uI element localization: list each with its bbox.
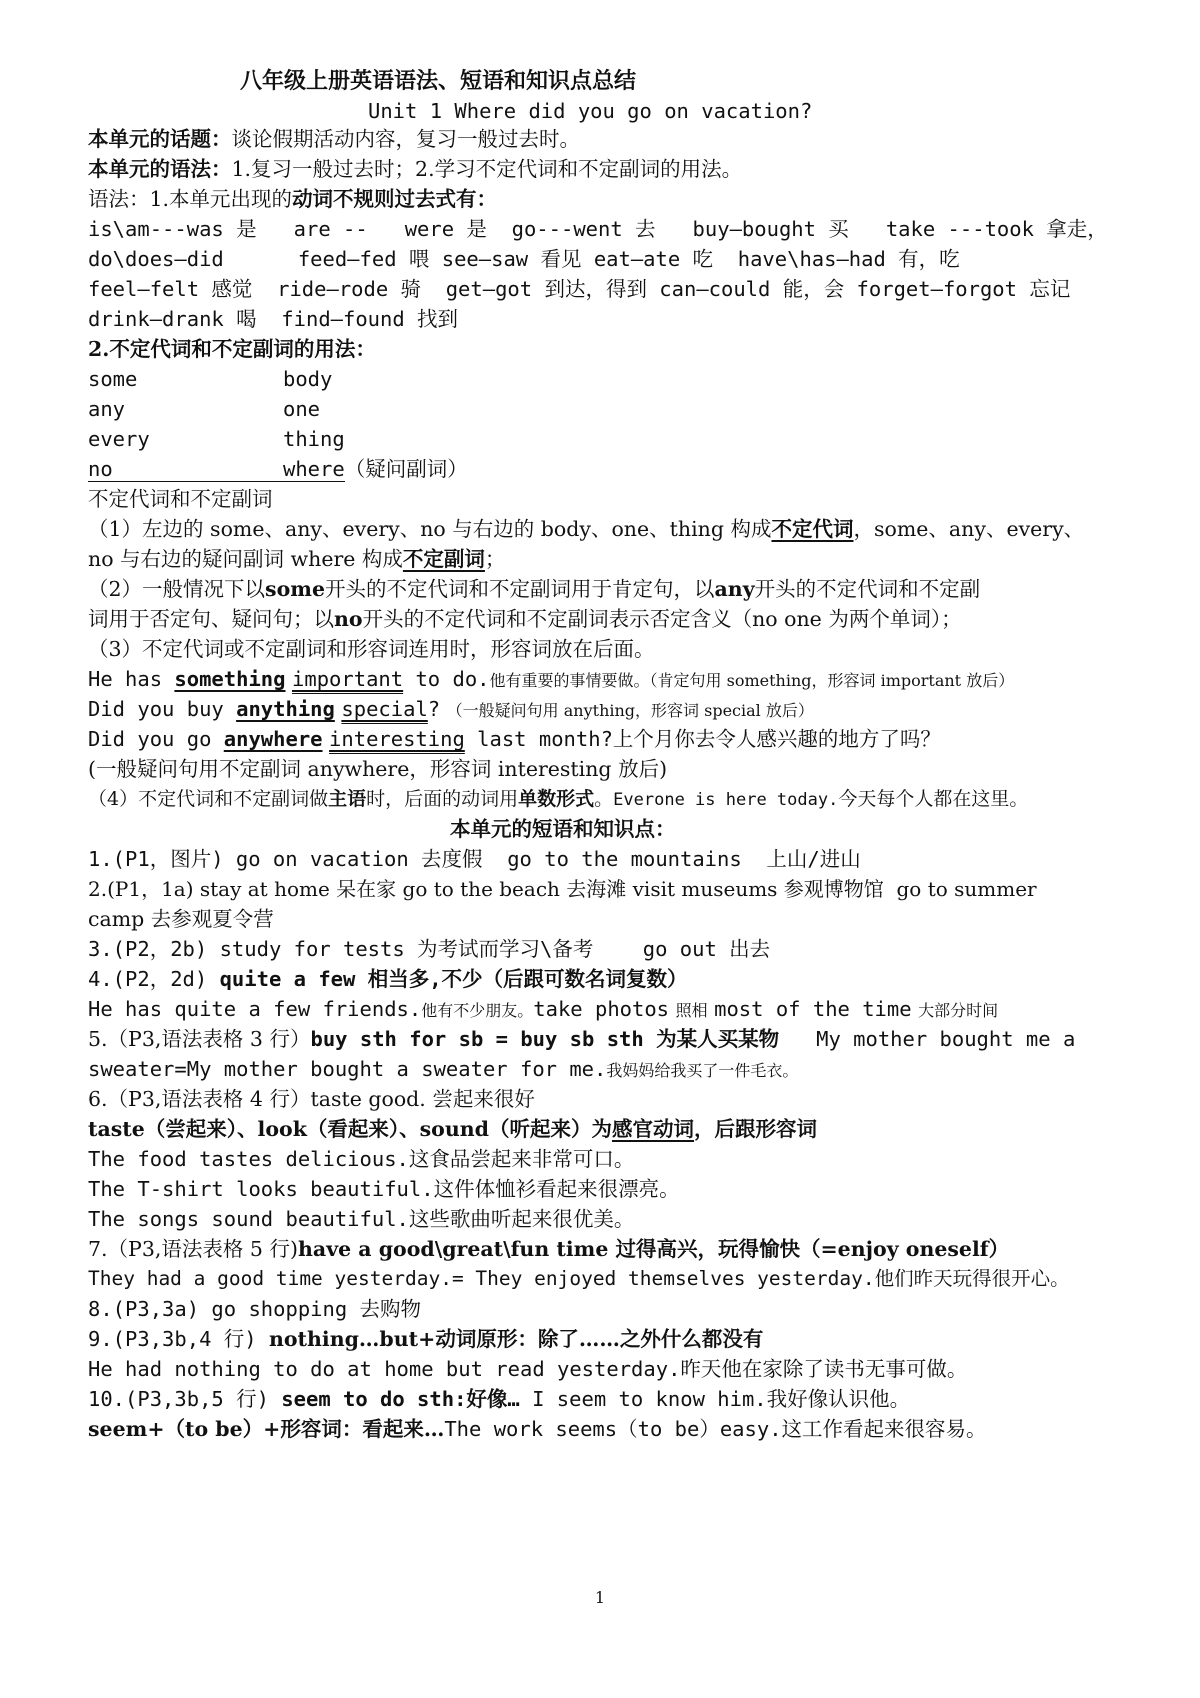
- matrix-left: any: [88, 397, 126, 421]
- example-1-cn: 他有重要的事情要做。（肯定句用 something，形容词 important 放后）: [489, 671, 1015, 690]
- phrase-7: [88, 1234, 1140, 1264]
- matrix-right: where: [283, 457, 345, 481]
- example-1: [88, 664, 1140, 694]
- matrix-left: no: [88, 457, 283, 482]
- matrix-right: thing: [283, 427, 345, 451]
- rule-1a-text: （1）左边的 some、any、every、no 与右边的 body、one、thing 构成: [88, 517, 772, 541]
- phrase-8: 8.(P3,3a) go shopping 去购物: [88, 1297, 422, 1321]
- phrase-4-bold: quite a few 相当多,不少（后跟可数名词复数）: [219, 967, 688, 991]
- rule-4-text: （4）不定代词和不定副词做: [88, 788, 329, 810]
- phrase-6-ex-2: The T-shirt looks beautiful.这件体恤衫看起来很漂亮。: [88, 1177, 680, 1201]
- doc-title: 八年级上册英语语法、短语和知识点总结: [240, 68, 637, 94]
- example-1-start: He has: [88, 667, 175, 691]
- rule-4-subject: 主语: [328, 788, 367, 810]
- phrase-3: 3.(P2，2b) study for tests 为考试而学习\备考 go out 出去: [88, 937, 771, 961]
- phrase-10-ref: 10.(P3,3b,5 行): [88, 1387, 282, 1411]
- unit-title: Unit 1 Where did you go on vacation?: [368, 99, 813, 123]
- phrase-10b-ex: The work seems（to be）easy.这工作看起来很容易。: [444, 1417, 987, 1441]
- rule-1a-underline: 不定代词: [771, 517, 854, 541]
- phrase-10-bold: seem to do sth:好像…: [281, 1387, 520, 1411]
- rule-4-example-cn: 今天每个人都在这里。: [838, 788, 1029, 810]
- verbs-line-2: do\does—did feed—fed 喂 see—saw 看见 eat—ate 吃 have\has—had 有，吃: [88, 247, 960, 271]
- phrase-10-ex: I seem to know him.我好像认识他。: [519, 1387, 911, 1411]
- irregular-heading: [88, 184, 1140, 214]
- rule-2a-text-3: 开头的不定代词和不定副: [754, 577, 981, 601]
- example-3-end: last month?: [464, 727, 613, 751]
- phrase-4-ref: 4.(P2，2d): [88, 967, 220, 991]
- phrase-4-ex2: take photos: [533, 997, 670, 1021]
- example-2: [88, 694, 1140, 724]
- verbs-line-1: is\am---was 是 are -- were 是 go---went 去 buy—bought 买 take ---took 拿走，: [88, 217, 1108, 241]
- rule-1a-end: ，some、any、every、: [853, 517, 1085, 541]
- rule-2a-text: （2）一般情况下以: [88, 577, 266, 601]
- phrase-9-bold: nothing…but+动词原形：除了……之外什么都没有: [268, 1327, 764, 1351]
- phrase-9-ref: 9.(P3,3b,4 行): [88, 1327, 269, 1351]
- rule-3: （3）不定代词或不定副词和形容词连用时，形容词放在后面。: [88, 637, 655, 661]
- phrase-4-ex-cn: 他有不少朋友。: [421, 1001, 534, 1020]
- phrase-5b-en: sweater=My mother bought a sweater for me.: [88, 1057, 607, 1081]
- example-2-end: ?: [427, 697, 441, 721]
- grammar-line: [88, 154, 1140, 184]
- rule-2a-some: some: [265, 577, 325, 601]
- rule-4-example: Everone is here today.: [613, 790, 839, 810]
- rule-2a-text-2: 开头的不定代词和不定副词用于肯定句，以: [325, 577, 715, 601]
- example-2-pronoun: anything: [236, 697, 335, 721]
- phrase-10: [88, 1384, 1140, 1414]
- example-1-pronoun: something: [174, 667, 286, 691]
- verbs-line-3: feel—felt 感觉 ride—rode 骑 get—got 到达，得到 can—could 能，会 forget—forgot 忘记: [88, 277, 1071, 301]
- matrix-row: [88, 364, 1140, 394]
- example-3-start: Did you go: [88, 727, 224, 751]
- phrase-4-ex-en: He has quite a few friends.: [88, 997, 422, 1021]
- phrase-6b-end: ，后跟形容词: [694, 1117, 818, 1141]
- phrase-10b: [88, 1414, 1140, 1444]
- phrase-5-ref: 5.（P3,语法表格 3 行）: [88, 1027, 311, 1051]
- rule-2b-text: 词用于否定句、疑问句；以: [88, 607, 334, 631]
- phrase-6b-underline: 感官动词: [612, 1117, 695, 1141]
- rule-4-text-2: 时，后面的动词用: [366, 788, 519, 810]
- page-number: 1: [594, 1588, 606, 1607]
- topic-line: [88, 124, 1140, 154]
- irregular-lead: 语法：1.本单元出现的: [88, 187, 293, 211]
- phrase-6-ex-3: The songs sound beautiful.这些歌曲听起来很优美。: [88, 1207, 635, 1231]
- phrase-6: 6.（P3,语法表格 4 行）taste good. 尝起来很好: [88, 1087, 535, 1111]
- phrase-4-ex3: most of the time: [714, 997, 912, 1021]
- matrix-right: body: [283, 367, 333, 391]
- example-2-cn: （一般疑问句用 anything，形容词 special 放后）: [446, 701, 814, 720]
- grammar-text: 1.复习一般过去时；2.学习不定代词和不定副词的用法。: [231, 157, 743, 181]
- rule-1b-text: no 与右边的疑问副词 where 构成: [88, 547, 403, 571]
- phrase-5: [88, 1024, 1140, 1054]
- phrase-5b: [88, 1054, 1140, 1084]
- phrase-9: [88, 1324, 1140, 1354]
- phrase-7-ex: They had a good time yesterday.= They enjoyed themselves yesterday.他们昨天玩得很开心。: [88, 1267, 1070, 1290]
- rule-4: [88, 784, 1140, 814]
- rule-2b-text-2: 开头的不定代词和不定副词表示否定含义（no one 为两个单词）；: [362, 607, 962, 631]
- example-3-adjective: interesting: [329, 727, 465, 751]
- example-3-cn: 上个月你去令人感兴趣的地方了吗？: [612, 727, 941, 751]
- matrix-right: one: [283, 397, 321, 421]
- rule-1b: [88, 544, 1140, 574]
- topic-label: 本单元的话题：: [88, 127, 232, 151]
- phrase-4: [88, 964, 1140, 994]
- matrix-note: （疑问副词）: [344, 457, 468, 481]
- phrase-6b: [88, 1114, 1140, 1144]
- rule-2b: [88, 604, 1140, 634]
- rule-1a: [88, 514, 1140, 544]
- rule-2b-no: no: [334, 607, 363, 631]
- rule-4-singular: 单数形式: [518, 788, 595, 810]
- phrase-7-ref: 7.（P3,语法表格 5 行): [88, 1237, 298, 1261]
- example-2-adjective: special: [341, 697, 428, 721]
- example-3-adverb: anywhere: [223, 727, 323, 751]
- example-3: [88, 724, 1140, 754]
- grammar-label: 本单元的语法：: [88, 157, 232, 181]
- rule-4-text-3: 。: [594, 788, 614, 810]
- phrase-10b-bold: seem+（to be）+形容词：看起来…: [88, 1417, 445, 1441]
- phrase-9-ex: He had nothing to do at home but read yesterday.昨天他在家除了读书无事可做。: [88, 1357, 968, 1381]
- phrase-7-bold: have a good\great\fun time 过得高兴，玩得愉快（=enjoy oneself）: [298, 1237, 1010, 1261]
- matrix-left: every: [88, 427, 150, 451]
- phrase-4-example: [88, 994, 1140, 1024]
- example-1-end: to do.: [403, 667, 490, 691]
- example-2-start: Did you buy: [88, 697, 237, 721]
- example-1-adjective: important: [292, 667, 404, 691]
- topic-text: 谈论假期活动内容，复习一般过去时。: [231, 127, 580, 151]
- rule-2a: [88, 574, 1140, 604]
- rule-1b-underline: 不定副词: [402, 547, 485, 571]
- verbs-line-4: drink—drank 喝 find—found 找到: [88, 307, 459, 331]
- example-3-note: (一般疑问句用不定副词 anywhere，形容词 interesting 放后): [88, 757, 668, 781]
- irregular-bold: 动词不规则过去式有：: [292, 187, 498, 211]
- indef-heading: 不定代词和不定副词: [88, 487, 273, 511]
- phrase-6b-text: taste（尝起来）、look（看起来）、sound（听起来）为: [88, 1117, 613, 1141]
- phrase-4-ex3-cn: 大部分时间: [918, 1001, 999, 1020]
- matrix-row: [88, 424, 1140, 454]
- phrase-1: 1.(P1，图片) go on vacation 去度假 go to the mountains 上山/进山: [88, 847, 861, 871]
- phrase-4-ex2-cn: 照相: [675, 1001, 708, 1020]
- phrase-6-ex-1: The food tastes delicious.这食品尝起来非常可口。: [88, 1147, 635, 1171]
- section-2-heading: 2.不定代词和不定副词的用法：: [88, 337, 376, 361]
- rule-1b-end: ；: [484, 547, 506, 571]
- phrase-5b-cn: 我妈妈给我买了一件毛衣。: [606, 1061, 799, 1080]
- phrase-2a: 2.(P1，1a) stay at home 呆在家 go to the beach 去海滩 visit museums 参观博物馆 go to summer: [88, 877, 1037, 901]
- matrix-row: [88, 454, 1140, 484]
- matrix-row: [88, 394, 1140, 424]
- rule-2a-any: any: [714, 577, 755, 601]
- phrase-5-ex: My mother bought me a: [779, 1027, 1076, 1051]
- phrase-2b: camp 去参观夏令营: [88, 907, 274, 931]
- matrix-left: some: [88, 367, 138, 391]
- phrase-5-bold: buy sth for sb = buy sb sth 为某人买某物: [310, 1027, 780, 1051]
- phrases-heading: 本单元的短语和知识点：: [450, 817, 676, 841]
